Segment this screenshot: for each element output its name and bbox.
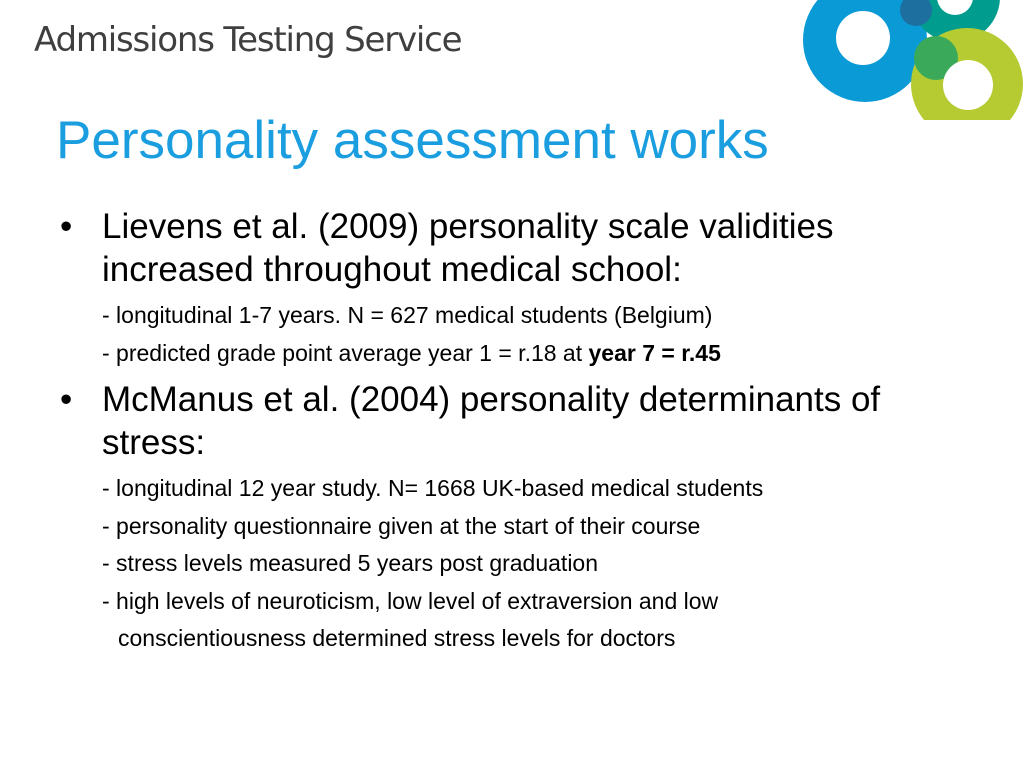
sub-item: - longitudinal 1-7 years. N = 627 medical students (Belgium) [102,302,713,328]
bullet-text: McManus et al. (2004) personality determinants of stress: [102,380,881,462]
brand-logo-icon [796,0,1024,120]
sub-item: - stress levels measured 5 years post graduation [102,550,599,576]
logo-hole-1 [836,11,890,65]
bullet-text: Lievens et al. (2009) personality scale validities increased throughout medical school: [102,207,834,289]
bullet-marker: • [60,207,73,246]
bullet-mcmanus [56,378,956,464]
bullet-marker: • [60,380,73,419]
sub-list-mcmanus [56,470,956,658]
sub-item: - high levels of neuroticism, low level of extraversion and low [102,587,719,614]
emphasis-result: year 7 = r.45 [588,339,721,366]
logo-hole-3 [943,60,993,110]
bullet-lievens [56,205,956,291]
slide-title: Personality assessment works [56,111,769,170]
sub-item: - predicted grade point average year 1 = r.18 at year 7 = r.45 [102,339,721,366]
brand-name: Admissions Testing Service [34,20,462,60]
sub-item-continuation: conscientiousness determined stress levels for doctors [118,625,676,651]
sub-item: - longitudinal 12 year study. N= 1668 UK-based medical students [102,475,764,501]
slide-body [56,205,956,664]
sub-list-lievens [56,297,956,372]
sub-item: - personality questionnaire given at the start of their course [102,512,701,539]
